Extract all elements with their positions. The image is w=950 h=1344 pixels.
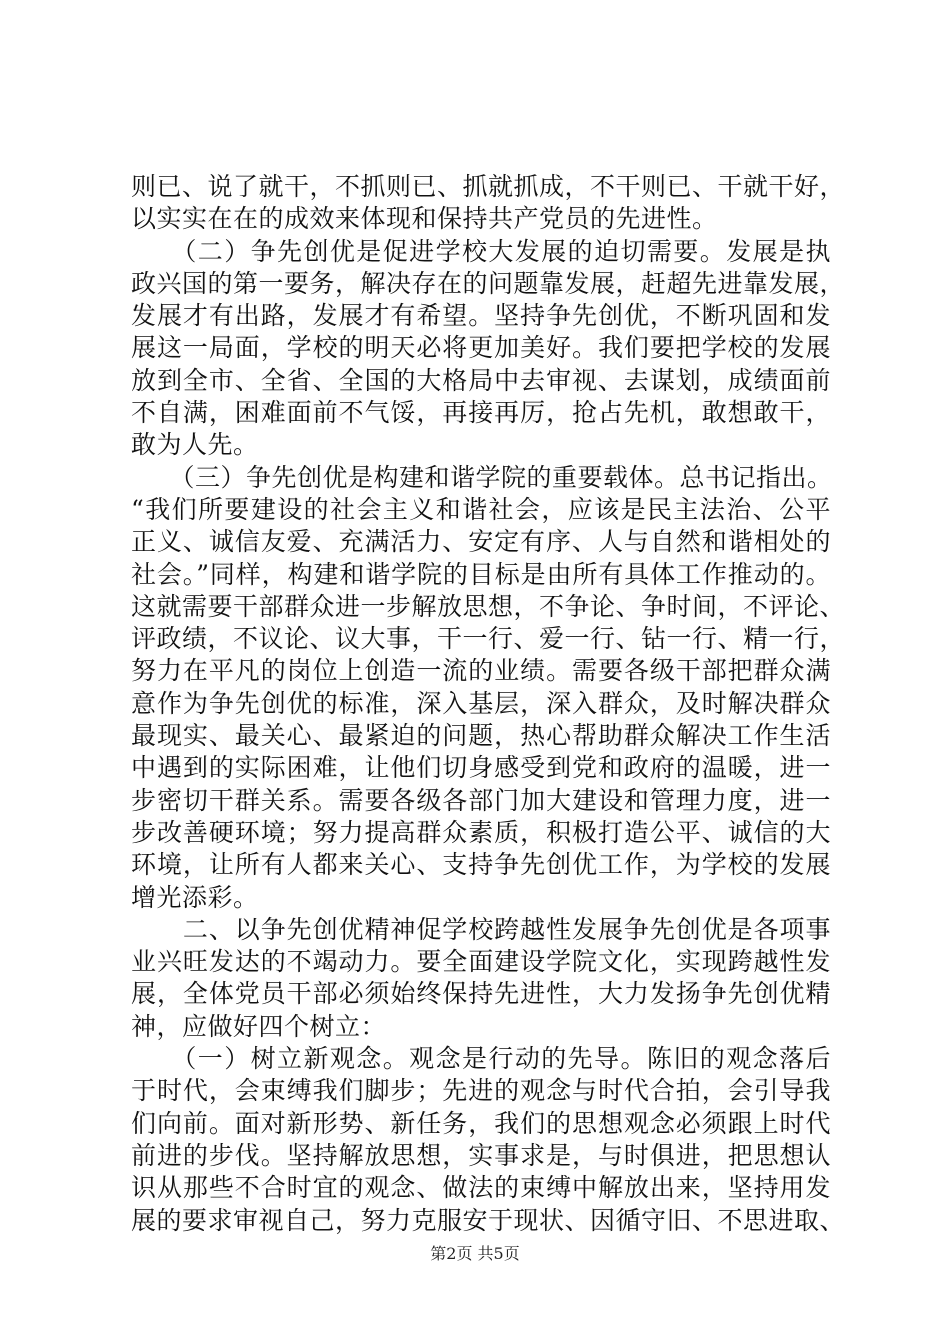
body-text — [131, 171, 846, 1237]
text-line: （三）争先创优是构建和谐学院的重要载体。总书记指出。 — [131, 462, 833, 492]
text-line: 步改善硬环境；努力提高群众素质，积极打造公平、诚信的大 — [131, 817, 831, 847]
text-line: 敢为人先。 — [131, 430, 259, 460]
text-line: 于时代，会束缚我们脚步；先进的观念与时代合拍，会引导我 — [131, 1076, 831, 1106]
text-line: 政兴国的第一要务，解决存在的问题靠发展，赶超先进靠发展， — [131, 268, 846, 298]
text-line: （二）争先创优是促进学校大发展的迫切需要。发展是执 — [131, 236, 831, 266]
text-line: 识从那些不合时宜的观念、做法的束缚中解放出来，坚持用发 — [131, 1173, 831, 1203]
text-line: 社会。”同样，构建和谐学院的目标是由所有具体工作推动的。 — [131, 559, 831, 589]
text-line: 业兴旺发达的不竭动力。要全面建设学院文化，实现跨越性发 — [131, 947, 831, 977]
text-line: 则已、说了就干，不抓则已、抓就抓成，不干则已、干就干好， — [131, 172, 846, 201]
text-line: 展，全体党员干部必须始终保持先进性，大力发扬争先创优精 — [131, 979, 831, 1009]
text-line: “我们所要建设的社会主义和谐社会，应该是民主法治、公平 — [131, 494, 831, 524]
text-line: （一）树立新观念。观念是行动的先导。陈旧的观念落后 — [131, 1044, 831, 1074]
text-line: 正义、诚信友爱、充满活力、安定有序、人与自然和谐相处的 — [131, 527, 831, 557]
text-line: 评政绩，不议论、议大事，干一行、爱一行、钻一行、精一行， — [131, 624, 846, 654]
text-line: 环境，让所有人都来关心、支持争先创优工作，为学校的发展 — [131, 850, 831, 880]
text-line: 展的要求审视自己，努力克服安于现状、因循守旧、不思进取、 — [131, 1205, 846, 1235]
text-line: 展这一局面，学校的明天必将更加美好。我们要把学校的发展 — [131, 333, 831, 363]
text-line: 神，应做好四个树立： — [131, 1011, 387, 1041]
text-line: 中遇到的实际困难，让他们切身感受到党和政府的温暖，进一 — [131, 753, 831, 783]
page-footer: 第2页 共5页 — [430, 1244, 520, 1263]
text-line: 增光添彩。 — [131, 882, 259, 912]
text-line: 努力在平凡的岗位上创造一流的业绩。需要各级干部把群众满 — [131, 656, 831, 686]
text-line: 前进的步伐。坚持解放思想，实事求是，与时俱进，把思想认 — [131, 1140, 831, 1170]
text-line: 意作为争先创优的标准，深入基层，深入群众，及时解决群众 — [131, 688, 831, 718]
text-line: 以实实在在的成效来体现和保持共产党员的先进性。 — [131, 204, 718, 234]
text-line: 步密切干群关系。需要各级各部门加大建设和管理力度，进一 — [131, 785, 831, 815]
text-line: 不自满，困难面前不气馁，再接再厉，抢占先机，敢想敢干， — [131, 398, 831, 428]
text-line: 放到全市、全省、全国的大格局中去审视、去谋划，成绩面前 — [131, 365, 831, 395]
text-line: 二、以争先创优精神促学校跨越性发展争先创优是各项事 — [131, 914, 831, 944]
text-line: 这就需要干部群众进一步解放思想，不争论、争时间，不评论、 — [131, 591, 846, 621]
text-line: 们向前。面对新形势、新任务，我们的思想观念必须跟上时代 — [131, 1108, 831, 1138]
text-line: 最现实、最关心、最紧迫的问题，热心帮助群众解决工作生活 — [131, 721, 831, 751]
text-line: 发展才有出路，发展才有希望。坚持争先创优，不断巩固和发 — [131, 301, 831, 331]
